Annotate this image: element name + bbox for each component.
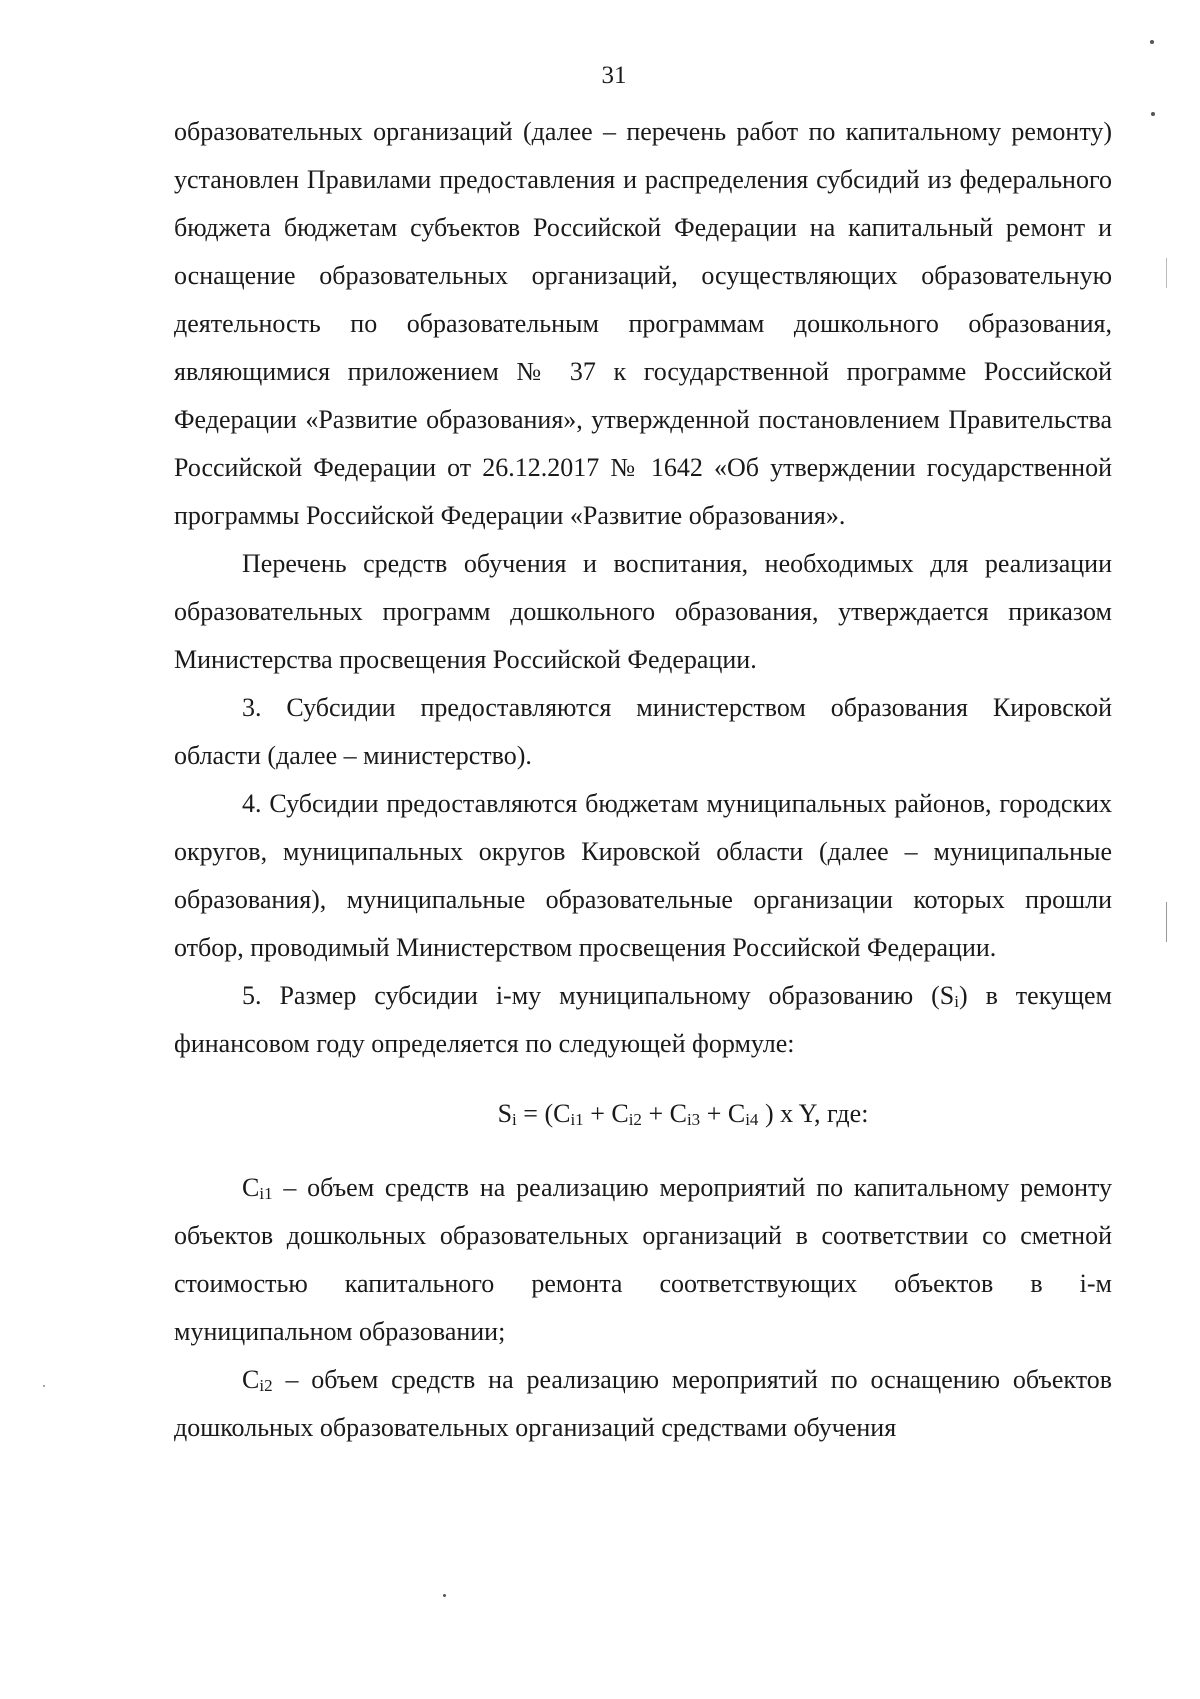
scan-speck [1166,902,1167,942]
page-number: 31 [601,62,627,89]
paragraph-item-5: 5. Размер субсидии i-му муниципальному образованию $(S_i)$ в текущем финансовом году определяется по следующей формуле: [174,981,1112,1058]
scan-speck [1150,40,1154,44]
paragraph-item-4: 4. Субсидии предоставляются бюджетам муниципальных районов, городских округов, муниципальных округов Кировской области (далее – муниципальные образования), муниципальные образовательные организации которых прошли отбор, проводимый Министерством просвещения Российской Федерации. [174,789,1112,962]
paragraph-means-list: Перечень средств обучения и воспитания, необходимых для реализации образовательных программ дошкольного образования, утверждается приказом Министерства просвещения Российской Федерации. [174,549,1112,674]
paragraph-item-3: 3. Субсидии предоставляются министерством образования Кировской области (далее – министерство). [174,693,1112,770]
scan-speck [443,1594,446,1597]
scan-speck [1166,258,1167,288]
definition-ci1: $C_{i1}$ – объем средств на реализацию мероприятий по капитальному ремонту объектов дошкольных образовательных организаций в соответствии со сметной стоимостью капитального ремонта соответствующих объектов в i-м муниципальном образовании; [174,1173,1112,1346]
scan-speck [1151,112,1155,116]
subsidy-formula: $S_i = (C_{i1} + C_{i2} + C_{i3} + C_{i4}$ ) x Y, где: [497,1099,869,1129]
definition-ci2: $C_{i2}$ – объем средств на реализацию мероприятий по оснащению объектов дошкольных образовательных организаций средствами обучения [174,1365,1112,1442]
scan-speck [43,1385,45,1387]
document-body [174,108,1112,1452]
paragraph-continuation: образовательных организаций (далее – перечень работ по капитальному ремонту) установлен Правилами предоставления и распределения субсидий из федерального бюджета бюджетам субъектов Российской Федерации на капитальный ремонт и оснащение образовательных организаций, осуществляющих образовательную деятельность по образовательным программам дошкольного образования, являющимися приложением № 37 к государственной программе Российской Федерации «Развитие образования», утвержденной постановлением Правительства Российской Федерации от 26.12.2017 № 1642 «Об утверждении государственной программы Российской Федерации «Развитие образования». [174,117,1112,530]
